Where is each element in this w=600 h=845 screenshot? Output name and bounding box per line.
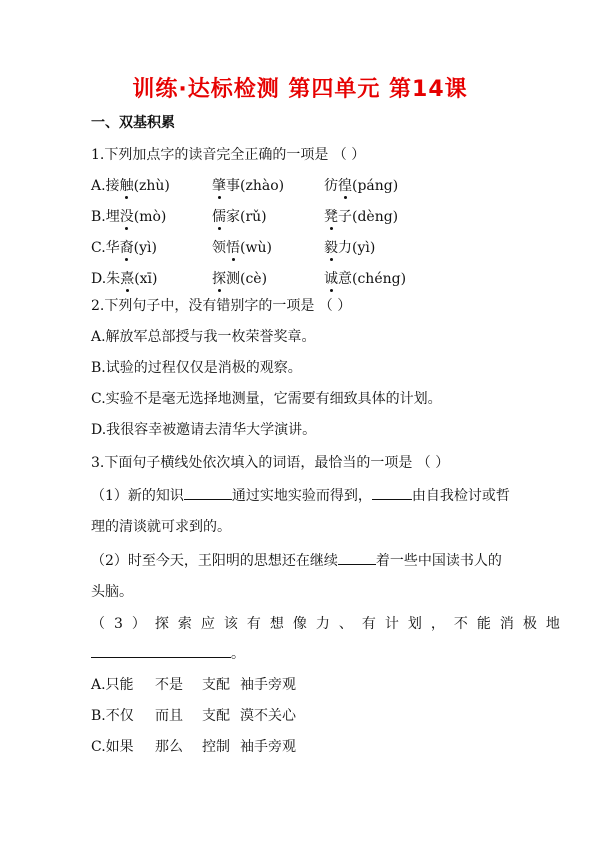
emphasized-char: 徨 — [338, 178, 352, 194]
option-pinyin: (yì) — [133, 240, 157, 256]
fill-blank — [338, 550, 376, 565]
section-heading: 一、双基积累 — [91, 115, 175, 131]
question-1-stem: 1.下列加点字的读音完全正确的一项是 （ ） — [91, 147, 366, 163]
fill-blank — [91, 643, 231, 658]
option-pinyin: (xī) — [134, 271, 158, 287]
question-2-option-c: C.实验不是毫无选择地测量，它需要有细致具体的计划。 — [91, 391, 442, 407]
question-2-option-d: D.我很容幸被邀请去清华大学演讲。 — [91, 422, 317, 438]
question-3-stem: 3.下面句子横线处依次填入的词语，最恰当的一项是 （ ） — [91, 455, 450, 471]
fill-blank — [372, 485, 412, 500]
page-title: 训练·达标检测 第四单元 第14课 — [132, 77, 468, 102]
emphasized-char: 儒 — [212, 209, 226, 225]
question-3-sentence-1-cont: 理的清谈就可求到的。 — [91, 519, 231, 535]
emphasized-char: 探 — [212, 271, 226, 287]
question-3-option-word: B.不仅 — [91, 708, 134, 724]
question-3-option-word: 袖手旁观 — [240, 739, 296, 755]
emphasized-char: 没 — [119, 209, 134, 225]
question-3-option-word: C.如果 — [91, 739, 134, 755]
question-2-option-b: B.试验的过程仅仅是消极的观察。 — [91, 360, 302, 376]
option-pinyin: 意(chéng) — [338, 271, 407, 287]
question-3-sentence-3-cont — [91, 643, 245, 664]
question-3-option-word: 漠不关心 — [240, 708, 296, 724]
option-pinyin: 力(yì) — [338, 240, 376, 256]
option-pinyin: 家(rǔ) — [226, 209, 267, 225]
option-text: D.朱 — [91, 271, 121, 287]
option-pinyin: (zhù) — [133, 178, 170, 194]
emphasized-char: 裔 — [119, 240, 134, 256]
option-pinyin: (wù) — [240, 240, 272, 256]
question-1-option-cell — [91, 176, 170, 196]
question-1-option-cell — [212, 207, 267, 227]
question-3-sentence-2 — [91, 550, 502, 571]
question-1-option-cell — [324, 176, 398, 196]
question-1-option-cell — [324, 269, 406, 289]
sentence-1-part-b: 通过实地实验而得到， — [231, 488, 372, 504]
question-3-sentence-1 — [91, 485, 510, 506]
question-1-option-cell — [212, 238, 272, 258]
question-2-stem: 2.下列句子中，没有错别字的一项是 （ ） — [91, 298, 352, 314]
question-1-option-cell — [212, 269, 267, 289]
emphasized-char: 触 — [119, 178, 134, 194]
sentence-2-part-b: 着一些中国读书人的 — [375, 553, 502, 569]
emphasized-char: 悟 — [226, 240, 240, 256]
option-text: 彷 — [324, 178, 338, 194]
question-3-option-word: 而且 — [155, 708, 183, 724]
question-3-sentence-2-cont: 头脑。 — [91, 584, 133, 600]
question-3-option-word: 不是 — [155, 677, 183, 693]
question-3-option-word: 支配 — [202, 677, 230, 693]
emphasized-char: 凳 — [324, 209, 338, 225]
option-pinyin: (mò) — [133, 209, 167, 225]
option-text: A.接 — [91, 178, 120, 194]
question-2-option-a: A.解放军总部授与我一枚荣誉奖章。 — [91, 329, 316, 345]
question-3-sentence-3: （3）探索应该有想像力、有计划，不能消极地 — [91, 616, 569, 632]
option-pinyin: 子(dèng) — [338, 209, 399, 225]
question-3-option-word: 那么 — [155, 739, 183, 755]
question-3-option-word: 控制 — [202, 739, 230, 755]
question-1-option-cell — [324, 207, 398, 227]
sentence-3-end: 。 — [231, 646, 245, 662]
option-text: 领 — [212, 240, 226, 256]
question-1-option-cell — [91, 207, 166, 227]
emphasized-char: 熹 — [120, 271, 135, 287]
option-pinyin: (páng) — [352, 178, 399, 194]
option-pinyin: 事(zhào) — [226, 178, 285, 194]
option-text: B.埋 — [91, 209, 120, 225]
sentence-1-part-c: 由自我检讨或哲 — [411, 488, 510, 504]
option-text: C.华 — [91, 240, 120, 256]
emphasized-char: 诚 — [324, 271, 338, 287]
emphasized-char: 毅 — [324, 240, 338, 256]
question-1-option-cell — [212, 176, 284, 196]
sentence-2-part-a: （2）时至今天，王阳明的思想还在继续 — [91, 553, 338, 569]
question-3-option-word: 支配 — [202, 708, 230, 724]
sentence-1-part-a: （1）新的知识 — [91, 488, 184, 504]
question-1-option-cell — [324, 238, 375, 258]
question-3-option-word: 袖手旁观 — [240, 677, 296, 693]
question-3-option-word: A.只能 — [91, 677, 134, 693]
emphasized-char: 肇 — [212, 178, 226, 194]
question-1-option-cell — [91, 238, 157, 258]
fill-blank — [184, 485, 232, 500]
option-pinyin: 测(cè) — [226, 271, 268, 287]
question-1-option-cell — [91, 269, 157, 289]
